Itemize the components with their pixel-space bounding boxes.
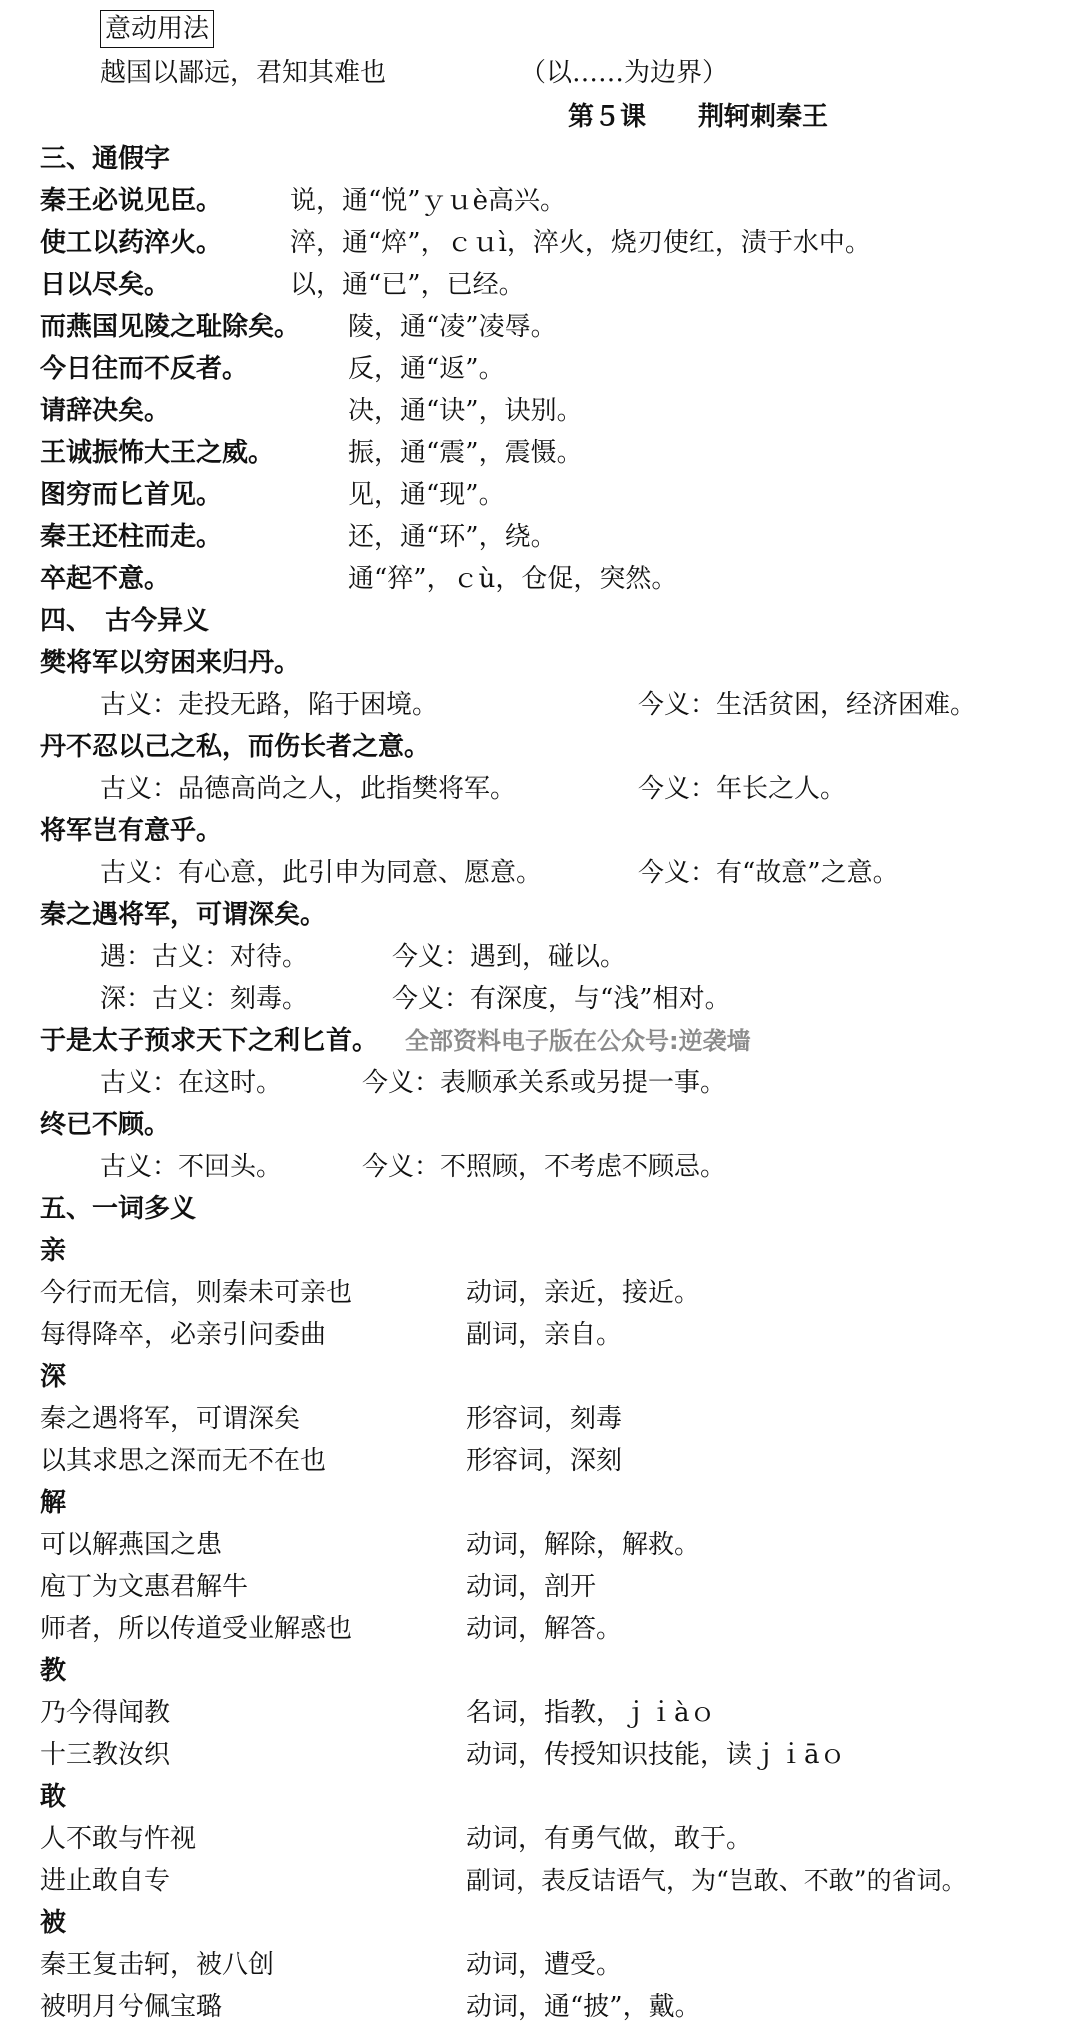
document-page: 意动用法 越国以鄙远，君知其难也 （以……为边界） 第５课 荆轲刺秦王 三、通假字 秦王必说见臣。 说，通“悦”ｙｕè高兴。 使工以药淬火。 淬，通“焠”，ｃｕì，淬火，烧刃使红，渍于水中。 日以尽矣。 以，通“已”，已经。 而燕国见陵之耻除矣。 陵，通“凌”凌辱。 今日往而不反者。 反，通“返”。 请辞决矣。 决，通“诀”，诀别。 王诚振怖大王之威。 振，通“震”，震慑。 图穷而匕首见。 见，通“现”。 秦王还柱而走。 还，通“环”，绕。 卒起不意。 通“猝”，ｃù，仓促，突然。 四、 古今异义 樊将军以穷困来归丹。 古义：走投无路，陷于困境。 今义：生活贫困，经济困难。 丹不忍以己之私，而伤长者之意。 古义：品德高尚之人，此指樊将军。 今义：年长之人。 将军岂有意乎。 古义：有心意，此引申为同意、愿意。 今义：有“故意”之意。 秦之遇将军，可谓深矣。 遇：古义：对待。 今义：遇到，碰以。 深：古义：刻毒。 今义：有深度，与“浅”相对。 于是太子预求天下之利匕首。 全部资料电子版在公众号:逆袭墙 古义：在这时。 今义：表顺承关系或另提一事。 终已不顾。 古义：不回头。 今义：不照顾，不考虑不顾忌。 五、一词多义 亲 今行而无信，则秦未可亲也 动词，亲近，接近。 每得降卒，必亲引问委曲 副词，亲自。 深 秦之遇将军，可谓深矣 形容词，刻毒 以其求思之深而无不在也 形容词，深刻 解 可以解燕国之患 动词，解除，解救。 庖丁为文惠君解牛 动词，剖开 师者，所以传道受业解惑也 动词，解答。 教 乃今得闻教 名词，指教，ｊｉàｏ 十三教汝织 动词，传授知识技能，读ｊｉāｏ 敢 人不敢与忤视 动词，有勇气做，敢于。 进止敢自专 副词，表反诘语气，为“岂敢、不敢”的省词。 被 秦王复击轲，被八创 动词，遭受。 被明月兮佩宝璐 动词，通“披”，戴。: [0, 0, 1080, 2032]
example-gloss: （以……为边界）: [520, 58, 729, 88]
watermark-text: 全部资料电子版在公众号:逆袭墙: [405, 1027, 751, 1055]
boxed-label: 意动用法: [100, 10, 214, 48]
lesson-title: 第５课 荆轲刺秦王: [568, 102, 829, 132]
example-sentence: 越国以鄙远，君知其难也: [100, 58, 387, 88]
